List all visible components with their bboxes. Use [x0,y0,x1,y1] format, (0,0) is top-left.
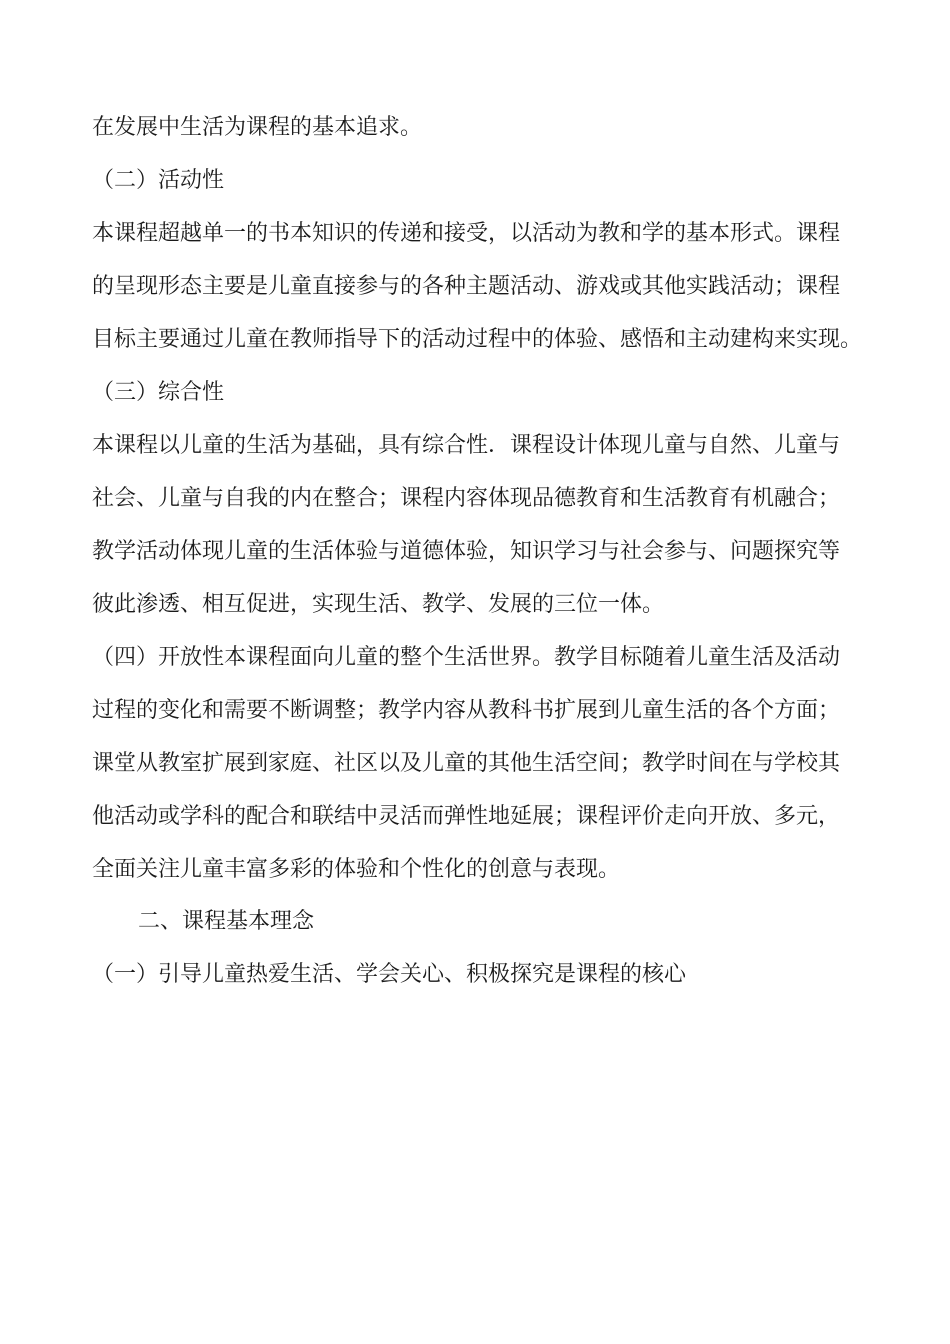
text-line: 在发展中生活为课程的基本追求。 [92,115,423,140]
chapter-heading: 二、课程基本理念 [138,909,315,934]
section-heading: （四）开放性本课程面向儿童的整个生活世界。教学目标随着儿童生活及活动 [92,645,841,670]
text-line: 他活动或学科的配合和联结中灵活而弹性地延展；课程评价走向开放、多元， [92,804,841,829]
section-heading: （二）活动性 [92,168,225,193]
section-heading: （一）引导儿童热爱生活、学会关心、积极探究是课程的核心 [92,962,687,987]
text-line: 课堂从教室扩展到家庭、社区以及儿童的其他生活空间；教学时间在与学校其 [92,751,841,776]
section-heading: （三）综合性 [92,380,225,405]
text-line: 社会、儿童与自我的内在整合；课程内容体现品德教育和生活教育有机融合； [92,486,841,511]
text-line: 彼此渗透、相互促进，实现生活、教学、发展的三位一体。 [92,592,665,617]
text-line: 本课程以儿童的生活为基础，具有综合性．课程设计体现儿童与自然、儿童与 [92,433,841,458]
text-line: 目标主要通过儿童在教师指导下的活动过程中的体验、感悟和主动建构来实现。 [92,327,863,352]
text-line: 的呈现形态主要是儿童直接参与的各种主题活动、游戏或其他实践活动；课程 [92,274,841,299]
text-line: 教学活动体现儿童的生活体验与道德体验，知识学习与社会参与、问题探究等 [92,539,841,564]
text-line: 本课程超越单一的书本知识的传递和接受，以活动为教和学的基本形式。课程 [92,221,841,246]
text-line: 全面关注儿童丰富多彩的体验和个性化的创意与表现。 [92,857,621,882]
text-line: 过程的变化和需要不断调整；教学内容从教科书扩展到儿童生活的各个方面； [92,698,841,723]
